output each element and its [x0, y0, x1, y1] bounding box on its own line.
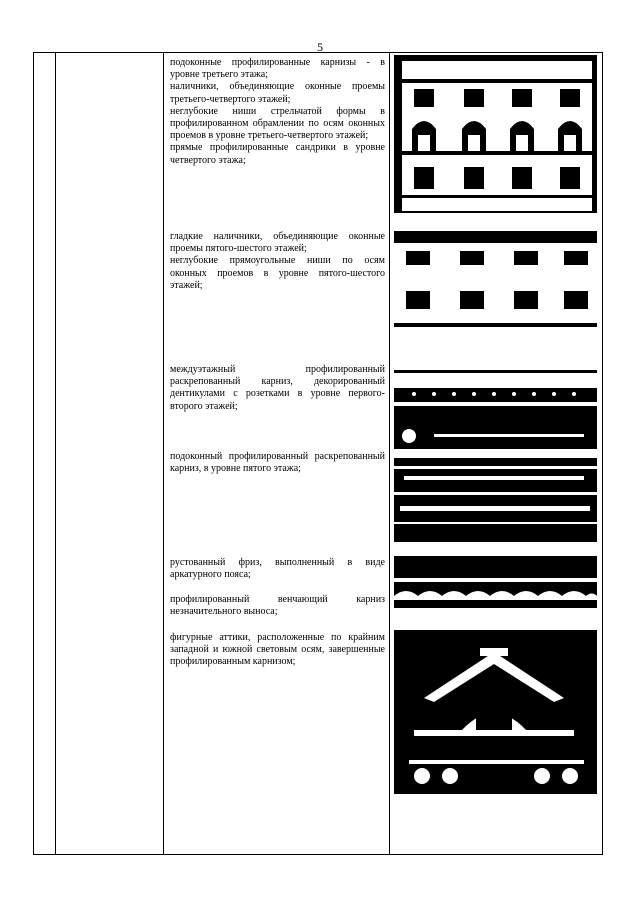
text-line: подоконные профилированные карнизы - в уровне третьего этажа; — [170, 57, 385, 81]
text-line: неглубокие ниши стрельчатой формы в профилированном обрамлении по осям оконных проемов в уровне третьего-четвертого этажей; — [170, 105, 385, 142]
row-1-text — [170, 57, 385, 167]
facade-windows-photo — [394, 55, 597, 213]
column-divider — [55, 53, 56, 854]
text-line: подоконный профилированный раскрепованный карниз, в уровне пятого этажа; — [170, 451, 385, 475]
text-line: наличники, объединяющие оконные проемы третьего-четвертого этажей; — [170, 81, 385, 105]
row-4-text — [170, 451, 385, 475]
text-line: фигурные аттики, расположенные по крайним западной и южной световым осям, завершенные профилированным карнизом; — [170, 632, 385, 668]
row-3-text — [170, 364, 385, 413]
text-line: неглубокие прямоугольные ниши по осям оконных проемов в уровне пятого-шестого этажей; — [170, 255, 385, 291]
column-divider — [389, 53, 390, 854]
column-divider — [163, 53, 164, 854]
text-line: гладкие наличники, объединяющие оконные проемы пятого-шестого этажей; — [170, 231, 385, 255]
window-cornice-photo — [394, 458, 597, 542]
upper-floors-photo — [394, 231, 597, 341]
row-6-text — [170, 594, 385, 618]
text-line: рустованный фриз, выполненный в виде аркатурного пояса; — [170, 557, 385, 581]
attic-photo — [394, 630, 597, 794]
text-line: профилированный венчающий карниз незначительного выноса; — [170, 594, 385, 618]
row-5-text — [170, 557, 385, 581]
text-line: прямые профилированные сандрики в уровне четвертого этажа; — [170, 142, 385, 166]
arcature-frieze-photo — [394, 556, 597, 608]
row-7-text — [170, 632, 385, 669]
interfloor-cornice-photo — [394, 362, 597, 449]
text-line: междуэтажный профилированный раскрепованный карниз, декорированный дентикулами с розетками в уровне первого-второго этажей; — [170, 364, 385, 412]
page-number: 5 — [317, 40, 323, 54]
row-2-text — [170, 231, 385, 292]
